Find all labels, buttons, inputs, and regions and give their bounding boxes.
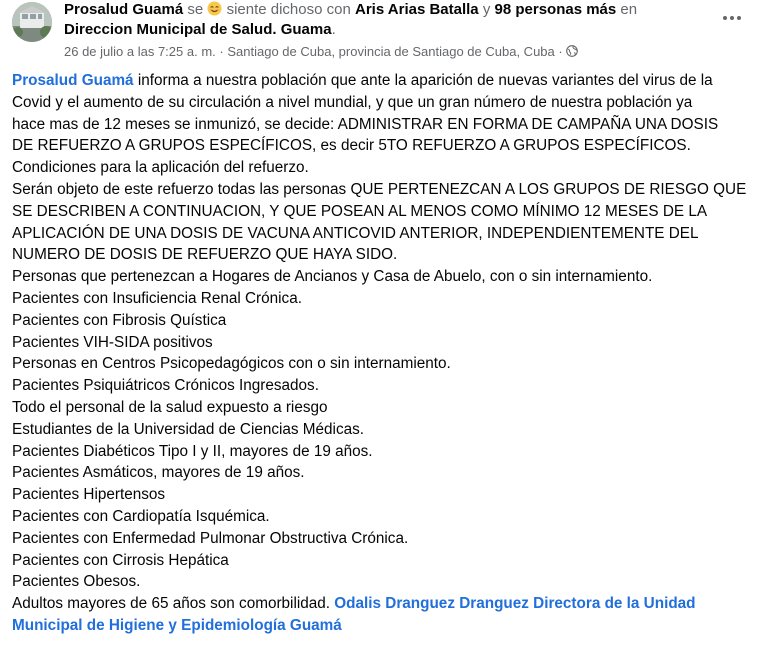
post-timestamp-link[interactable]: 26 de julio a las 7:25 a. m. xyxy=(64,44,216,59)
intro-page-link[interactable]: Prosalud Guamá xyxy=(12,72,134,89)
post-meta-line xyxy=(64,43,704,61)
post-title-line xyxy=(64,0,704,40)
feeling-prefix: se xyxy=(187,1,204,18)
post-line-text: informa a nuestra población que ante la aparición de nuevas variantes del virus de la xyxy=(137,72,713,89)
tagged-person-link[interactable]: Aris Arias Batalla xyxy=(354,1,479,18)
post-line xyxy=(12,70,752,92)
page-avatar[interactable] xyxy=(12,2,52,42)
post-line: SE DESCRIBEN A CONTINUACION, Y QUE POSEAN AL MENOS COMO MÍNIMO 12 MESES DE LA xyxy=(12,202,708,220)
post-line: Estudiantes de la Universidad de Ciencias Médicas. xyxy=(12,420,365,438)
in-word: en xyxy=(620,1,638,18)
meta-separator: · xyxy=(219,44,224,59)
header-text xyxy=(64,0,704,61)
post-place: Santiago de Cuba, provincia de Santiago de Cuba, Cuba xyxy=(227,44,555,59)
post-line: Todo el personal de la salud expuesto a riesgo xyxy=(12,398,328,416)
author-link-continued[interactable]: Municipal de Higiene y Epidemiología Guamá xyxy=(12,616,342,634)
post-line: Personas en Centros Psicopedagógicos con o sin internamiento. xyxy=(12,355,451,373)
post-body xyxy=(12,70,752,637)
post-line: Pacientes Asmáticos, mayores de 19 años. xyxy=(12,464,305,482)
post-header xyxy=(12,0,752,64)
post-line: Pacientes VIH-SIDA positivos xyxy=(12,333,213,351)
closing-text: Adultos mayores de 65 años son comorbilidad. xyxy=(12,595,331,613)
post-line: Pacientes Psiquiátricos Crónicos Ingresados. xyxy=(12,377,319,395)
post-line: Pacientes con Insuficiencia Renal Crónica. xyxy=(12,289,302,307)
page-name-link[interactable]: Prosalud Guamá xyxy=(64,1,184,18)
post-line: NUMERO DE DOSIS DE REFUERZO QUE HAYA SIDO. xyxy=(12,246,398,264)
post-line: DE REFUERZO A GRUPOS ESPECÍFICOS, es decir 5TO REFUERZO A GRUPOS ESPECÍFICOS. xyxy=(12,137,691,155)
post-line: Pacientes con Fibrosis Quística xyxy=(12,311,227,329)
more-dots-icon xyxy=(722,15,742,21)
others-link[interactable]: 98 personas más xyxy=(494,1,617,18)
smile-emoji-icon xyxy=(207,1,222,16)
post-line: hace mas de 12 meses se inmunizó, se decide: ADMINISTRAR EN FORMA DE CAMPAÑA UNA DOSIS xyxy=(12,115,719,133)
globe-icon[interactable] xyxy=(566,44,578,56)
post-line: Pacientes Obesos. xyxy=(12,573,141,591)
post-line: Pacientes con Cirrosis Hepática xyxy=(12,551,229,569)
more-options-button[interactable] xyxy=(718,4,746,32)
post-line: Pacientes Diabéticos Tipo I y II, mayores de 19 años. xyxy=(12,442,373,460)
post-line xyxy=(12,593,752,615)
meta-separator-2: · xyxy=(558,44,563,59)
avatar-image xyxy=(12,2,52,42)
feeling-text: siente dichoso con xyxy=(226,1,351,18)
location-page-link[interactable]: Direccion Municipal de Salud. Guama xyxy=(64,21,332,38)
post-line: Condiciones para la aplicación del refuerzo. xyxy=(12,159,309,177)
post-line: Pacientes Hipertensos xyxy=(12,486,166,504)
post-line xyxy=(12,615,752,637)
post-line: Covid y el aumento de su circulación a nivel mundial, y que un gran número de nuestra población ya xyxy=(12,93,693,111)
post-line: Serán objeto de este refuerzo todas las personas QUE PERTENEZCAN A LOS GRUPOS DE RIESGO QUE xyxy=(12,180,747,198)
post-line: APLICACIÓN DE UNA DOSIS DE VACUNA ANTICOVID ANTERIOR, INDEPENDIENTEMENTE DEL xyxy=(12,224,699,242)
title-period: . xyxy=(331,21,336,38)
post-line: Personas que pertenezcan a Hogares de Ancianos y Casa de Abuelo, con o sin internamiento. xyxy=(12,268,653,286)
author-link[interactable]: Odalis Dranguez Dranguez Directora de la Unidad xyxy=(334,595,696,613)
conjunction-text: y xyxy=(482,1,491,18)
post-line: Pacientes con Cardiopatía Isquémica. xyxy=(12,507,270,525)
post-line: Pacientes con Enfermedad Pulmonar Obstructiva Crónica. xyxy=(12,529,409,547)
